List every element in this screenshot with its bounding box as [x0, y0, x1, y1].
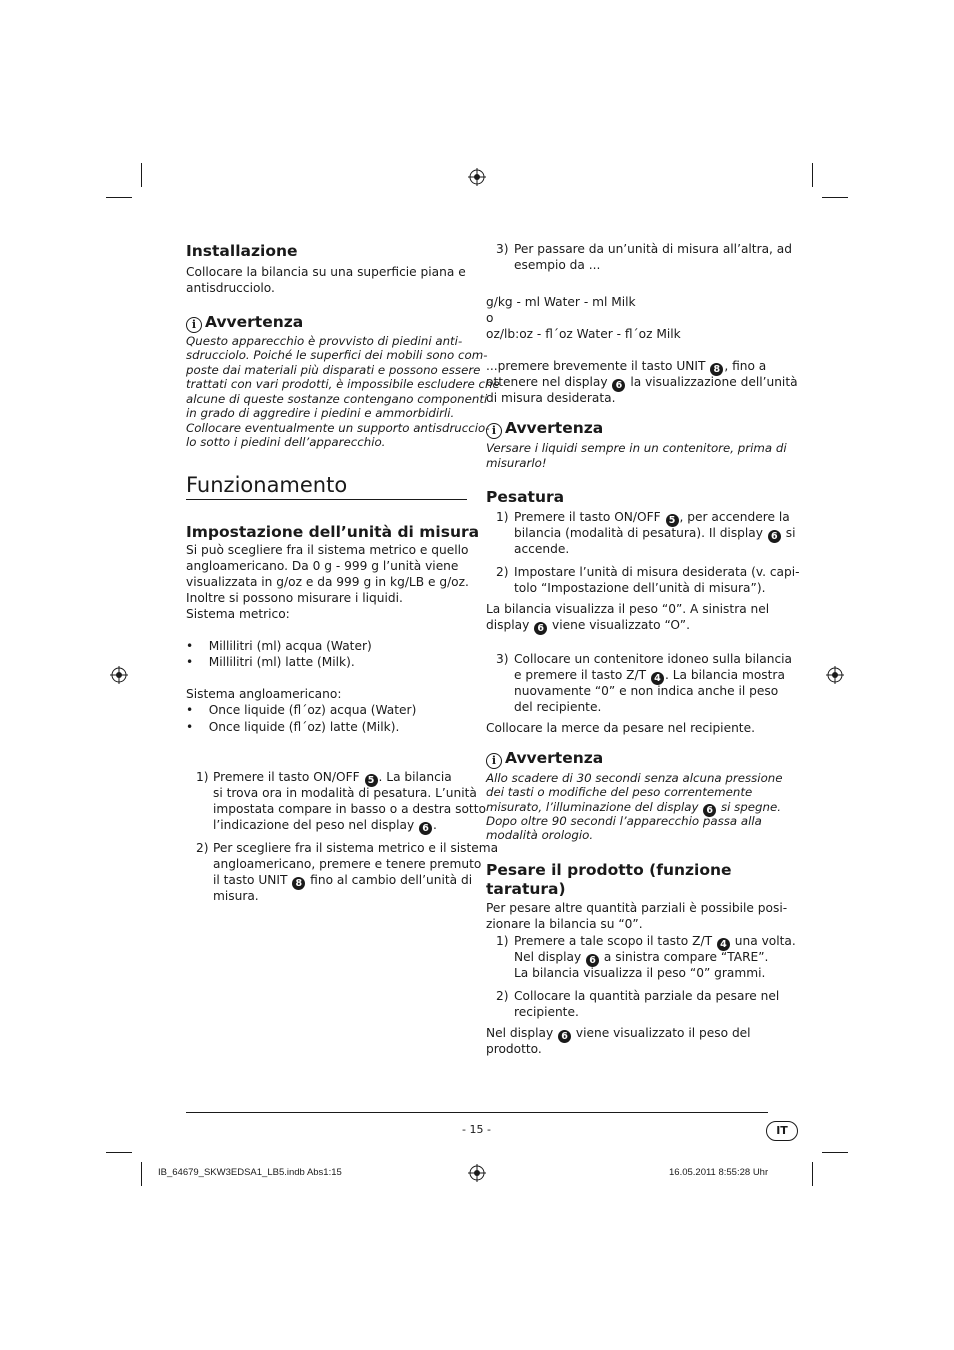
text-line: ottenere nel display 6 la visualizzazione dell’unità: [486, 375, 798, 391]
step-text: misura.: [213, 889, 259, 903]
section-title-funzionamento: Funzionamento: [186, 473, 348, 497]
step-text: si trova ora in modalità di pesatura. L’unità: [213, 786, 477, 800]
key-number-badge: 8: [292, 877, 305, 890]
print-timestamp: 16.05.2011 8:55:28 Uhr: [669, 1167, 769, 1178]
heading-avvertenza: i Avvertenza: [486, 749, 603, 769]
crop-mark: [812, 1162, 813, 1186]
warning-text: Versare i liquidi sempre in un contenitore, prima di: [486, 441, 787, 455]
crop-mark: [106, 1152, 132, 1153]
step-text: esempio da ...: [514, 258, 601, 272]
crop-mark: [141, 163, 142, 187]
text-line: angloamericano. Da 0 g - 999 g l’unità viene: [186, 559, 459, 573]
warning-text: alcune di queste sostanze contengano componenti: [186, 392, 488, 406]
warning-text: Dopo oltre 90 secondi l’apparecchio passa alla: [486, 814, 762, 828]
crop-mark: [822, 1152, 848, 1153]
step-text: La bilancia visualizza il peso “0” grammi.: [514, 966, 766, 980]
text-line: display 6 viene visualizzato “O”.: [486, 618, 690, 634]
warning-text: poste dai materiali più disparati e possono essere: [186, 363, 481, 377]
step-number: 1): [196, 770, 209, 784]
warning-text: Questo apparecchio è provvisto di piedini anti-: [186, 334, 463, 348]
step-number: 3): [496, 242, 509, 256]
warning-text: dei tasti o modifiche del peso correntemente: [486, 785, 753, 799]
text-line: di misura desiderata.: [486, 391, 616, 405]
step-text: bilancia (modalità di pesatura). Il display 6 si: [514, 526, 796, 542]
warning-text: lo sotto i piedini dell’apparecchio.: [186, 435, 386, 449]
text-line: prodotto.: [486, 1042, 542, 1056]
warning-text: sdrucciolo. Poiché le superfici dei mobili sono com-: [186, 348, 488, 362]
text-line: Per pesare altre quantità parziali è possibile posi-: [486, 901, 788, 915]
key-number-badge: 5: [666, 514, 679, 527]
key-number-badge: 4: [717, 938, 730, 951]
step-text: del recipiente.: [514, 700, 602, 714]
heading-avvertenza: i Avvertenza: [186, 313, 303, 333]
key-number-badge: 8: [710, 363, 723, 376]
registration-mark-icon: [468, 168, 486, 186]
step-number: 1): [496, 934, 509, 948]
heading-taratura: taratura): [486, 880, 566, 898]
step-text: angloamericano, premere e tenere premuto: [213, 857, 482, 871]
text-line: Nel display 6 viene visualizzato il peso del: [486, 1026, 751, 1042]
heading-taratura: Pesare il prodotto (funzione: [486, 861, 732, 879]
text-line: Sistema angloamericano:: [186, 687, 342, 701]
step-text: nuovamente “0” e non indica anche il peso: [514, 684, 779, 698]
text-line: Sistema metrico:: [186, 607, 290, 621]
step-text: l’indicazione del peso nel display 6 .: [213, 818, 437, 834]
units-line: o: [486, 311, 494, 325]
registration-mark-icon: [826, 666, 844, 684]
warning-text: Collocare eventualmente un supporto antisdruccio-: [186, 421, 490, 435]
units-line: oz/lb:oz - fl´oz Water - fl´oz Milk: [486, 327, 681, 341]
crop-mark: [822, 197, 848, 198]
warning-text: misurato, l’illuminazione del display 6 si spegne.: [486, 800, 782, 816]
info-icon: i: [186, 317, 202, 333]
crop-mark: [141, 1162, 142, 1186]
section-rule: [186, 499, 467, 500]
text-line: ...premere brevemente il tasto UNIT 8 , fino a: [486, 359, 767, 375]
step-text: impostata compare in basso o a destra sotto: [213, 802, 486, 816]
step-text: e premere il tasto Z/T 4 . La bilancia mostra: [514, 668, 785, 684]
list-item: • Millilitri (ml) latte (Milk).: [186, 655, 355, 669]
step-number: 1): [496, 510, 509, 524]
step-text: Collocare la quantità parziale da pesare nel: [514, 989, 780, 1003]
list-item: • Millilitri (ml) acqua (Water): [186, 639, 372, 653]
step-text: Premere a tale scopo il tasto Z/T 4 una volta.: [514, 934, 796, 950]
step-text: accende.: [514, 542, 570, 556]
warning-text: misurarlo!: [486, 456, 547, 470]
text-line: Inoltre si possono misurare i liquidi.: [186, 591, 403, 605]
step-text: Nel display 6 a sinistra compare “TARE”.: [514, 950, 769, 966]
display-number-badge: 6: [419, 822, 432, 835]
step-text: Per passare da un’unità di misura all’altra, ad: [514, 242, 793, 256]
footer-rule: [186, 1112, 768, 1113]
heading-installazione: Installazione: [186, 242, 298, 260]
units-line: g/kg - ml Water - ml Milk: [486, 295, 636, 309]
text-line: visualizzata in g/oz e da 999 g in kg/LB e g/oz.: [186, 575, 469, 589]
heading-pesatura: Pesatura: [486, 488, 565, 506]
warning-text: Allo scadere di 30 secondi senza alcuna pressione: [486, 771, 783, 785]
key-number-badge: 5: [365, 774, 378, 787]
display-number-badge: 6: [586, 954, 599, 967]
info-icon: i: [486, 423, 502, 439]
step-text: tolo “Impostazione dell’unità di misura”).: [514, 581, 766, 595]
display-number-badge: 6: [558, 1030, 571, 1043]
step-text: Collocare un contenitore idoneo sulla bilancia: [514, 652, 792, 666]
warning-text: in grado di aggredire i piedini e ammorbidirli.: [186, 406, 455, 420]
text-line: Collocare la bilancia su una superficie piana e: [186, 265, 466, 279]
text-line: La bilancia visualizza il peso “0”. A sinistra nel: [486, 602, 770, 616]
step-text: Impostare l’unità di misura desiderata (v. capi-: [514, 565, 800, 579]
text-line: zionare la bilancia su “0”.: [486, 917, 643, 931]
warning-text: trattati con vari prodotti, è impossibile escludere che: [186, 377, 500, 391]
step-text: recipiente.: [514, 1005, 579, 1019]
step-number: 2): [496, 989, 509, 1003]
display-number-badge: 6: [768, 530, 781, 543]
heading-avvertenza: i Avvertenza: [486, 419, 603, 439]
registration-mark-icon: [110, 666, 128, 684]
language-badge: IT: [766, 1121, 798, 1141]
text-line: antisdrucciolo.: [186, 281, 275, 295]
list-item: • Once liquide (fl´oz) latte (Milk).: [186, 720, 400, 734]
page-number: - 15 -: [462, 1123, 491, 1136]
key-number-badge: 4: [651, 672, 664, 685]
step-text: Premere il tasto ON/OFF 5 . La bilancia: [213, 770, 452, 786]
heading-unita-di-misura: Impostazione dell’unità di misura: [186, 523, 480, 541]
step-text: Per scegliere fra il sistema metrico e il sistema: [213, 841, 499, 855]
step-number: 2): [196, 841, 209, 855]
crop-mark: [812, 163, 813, 187]
step-number: 2): [496, 565, 509, 579]
list-item: • Once liquide (fl´oz) acqua (Water): [186, 703, 417, 717]
display-number-badge: 6: [703, 804, 716, 817]
warning-text: modalità orologio.: [486, 828, 594, 842]
registration-mark-icon: [468, 1164, 486, 1182]
display-number-badge: 6: [534, 622, 547, 635]
step-text: il tasto UNIT 8 fino al cambio dell’unità di: [213, 873, 473, 889]
crop-mark: [106, 197, 132, 198]
text-line: Collocare la merce da pesare nel recipiente.: [486, 721, 755, 735]
print-file-info: IB_64679_SKW3EDSA1_LB5.indb Abs1:15: [158, 1167, 342, 1178]
display-number-badge: 6: [612, 379, 625, 392]
step-text: Premere il tasto ON/OFF 5 , per accendere la: [514, 510, 790, 526]
text-line: Si può scegliere fra il sistema metrico e quello: [186, 543, 469, 557]
info-icon: i: [486, 753, 502, 769]
step-number: 3): [496, 652, 509, 666]
